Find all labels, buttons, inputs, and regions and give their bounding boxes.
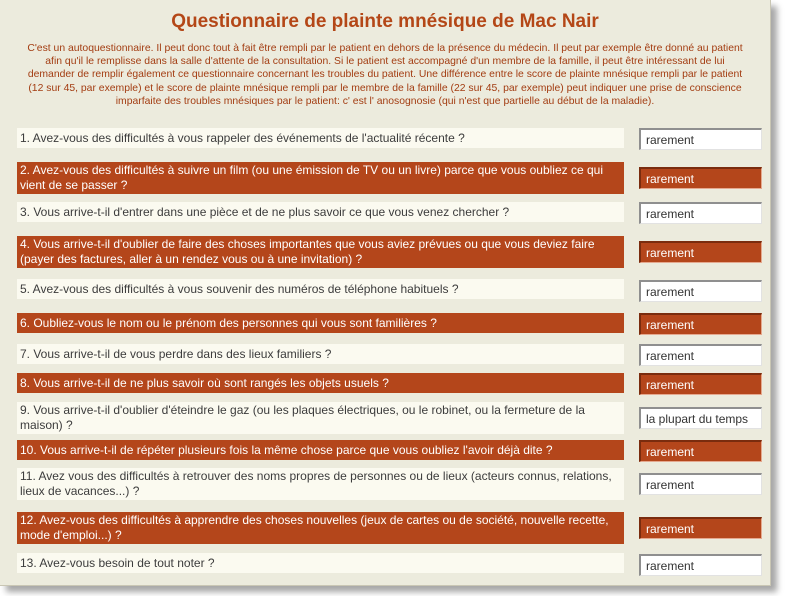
intro-line: (12 sur 45, par exemple) et le score de plainte mnésique rempli par le membre de la famille (22 sur 45, par exemple) peut indiquer une prise de conscience <box>28 82 742 94</box>
question-label: 8. Vous arrive-t-il de ne plus savoir où sont rangés les objets usuels ? <box>17 373 624 393</box>
question-row <box>17 373 762 393</box>
question-row <box>17 313 762 333</box>
intro-line: imparfaite des troubles mnésiques par le patient: c' est l' anosognosie (qui n'est que partielle au début de la maladie). <box>115 95 655 107</box>
question-row <box>17 402 762 434</box>
question-row <box>17 344 762 364</box>
intro-text <box>12 42 758 108</box>
question-label: 7. Vous arrive-t-il de vous perdre dans des lieux familiers ? <box>17 344 624 364</box>
answer-field[interactable]: rarement <box>639 554 762 576</box>
question-label: 4. Vous arrive-t-il d'oublier de faire des choses importantes que vous aviez prévues ou que vous deviez faire (payer des factures, aller à un rendez vous ou à une invitation) ? <box>17 236 624 268</box>
question-label: 3. Vous arrive-t-il d'entrer dans une pièce et de ne plus savoir ce que vous venez chercher ? <box>17 202 624 222</box>
question-label: 1. Avez-vous des difficultés à vous rappeler des événements de l'actualité récente ? <box>17 128 624 148</box>
question-label: 10. Vous arrive-t-il de répéter plusieurs fois la même chose parce que vous oubliez l'avoir déjà dite ? <box>17 440 624 460</box>
answer-field[interactable]: rarement <box>639 313 762 335</box>
page-title: Questionnaire de plainte mnésique de Mac Nair <box>171 11 599 32</box>
answer-field[interactable]: rarement <box>639 517 762 539</box>
intro-line: demander de remplir également ce questionnaire concernant les troubles du patient. Une différence entre le score de plainte mnésique rempli par le patient <box>27 69 743 81</box>
question-label: 13. Avez-vous besoin de tout noter ? <box>17 553 624 573</box>
question-row <box>17 128 762 148</box>
answer-field[interactable]: la plupart du temps <box>639 407 762 429</box>
question-label: 12. Avez-vous des difficultés à apprendre des choses nouvelles (jeux de cartes ou de société, nouvelle recette, mode d'emploi...) ? <box>17 512 624 544</box>
answer-field[interactable]: rarement <box>639 280 762 302</box>
question-row <box>17 440 762 460</box>
question-row <box>17 236 762 268</box>
question-row <box>17 553 762 573</box>
answer-field[interactable]: rarement <box>639 440 762 462</box>
answer-field[interactable]: rarement <box>639 344 762 366</box>
question-row <box>17 202 762 222</box>
question-label: 9. Vous arrive-t-il d'oublier d'éteindre le gaz (ou les plaques électriques, ou le robinet, ou la fermeture de la maison) ? <box>17 402 624 434</box>
question-row <box>17 162 762 194</box>
question-row <box>17 468 762 500</box>
question-label: 6. Oubliez-vous le nom ou le prénom des personnes qui vous sont familières ? <box>17 313 624 333</box>
answer-field[interactable]: rarement <box>639 202 762 224</box>
question-row <box>17 512 762 544</box>
question-label: 11. Avez vous des difficultés à retrouver des noms propres de personnes ou de lieux (acteurs connus, relations, lieux de vacances...) ? <box>17 468 624 500</box>
question-label: 2. Avez-vous des difficultés à suivre un film (ou une émission de TV ou un livre) parce que vous oubliez ce qui vient de se passer ? <box>17 162 624 194</box>
answer-field[interactable]: rarement <box>639 167 762 189</box>
answer-field[interactable]: rarement <box>639 473 762 495</box>
question-row <box>17 279 762 299</box>
answer-field[interactable]: rarement <box>639 241 762 263</box>
answer-field[interactable]: rarement <box>639 373 762 395</box>
intro-line: C'est un autoquestionnaire. Il peut donc tout à fait être rempli par le patient en dehors de la présence du médecin. Il peut par exemple être donné au patient <box>27 43 743 54</box>
question-label: 5. Avez-vous des difficultés à vous souvenir des numéros de téléphone habituels ? <box>17 279 624 299</box>
answer-field[interactable]: rarement <box>639 128 762 150</box>
intro-line: afin qu'il le remplisse dans la salle d'attente de la consultation. Si le patient est accompagné d'un membre de la famille, il peut être intéressant de lui <box>45 56 725 68</box>
